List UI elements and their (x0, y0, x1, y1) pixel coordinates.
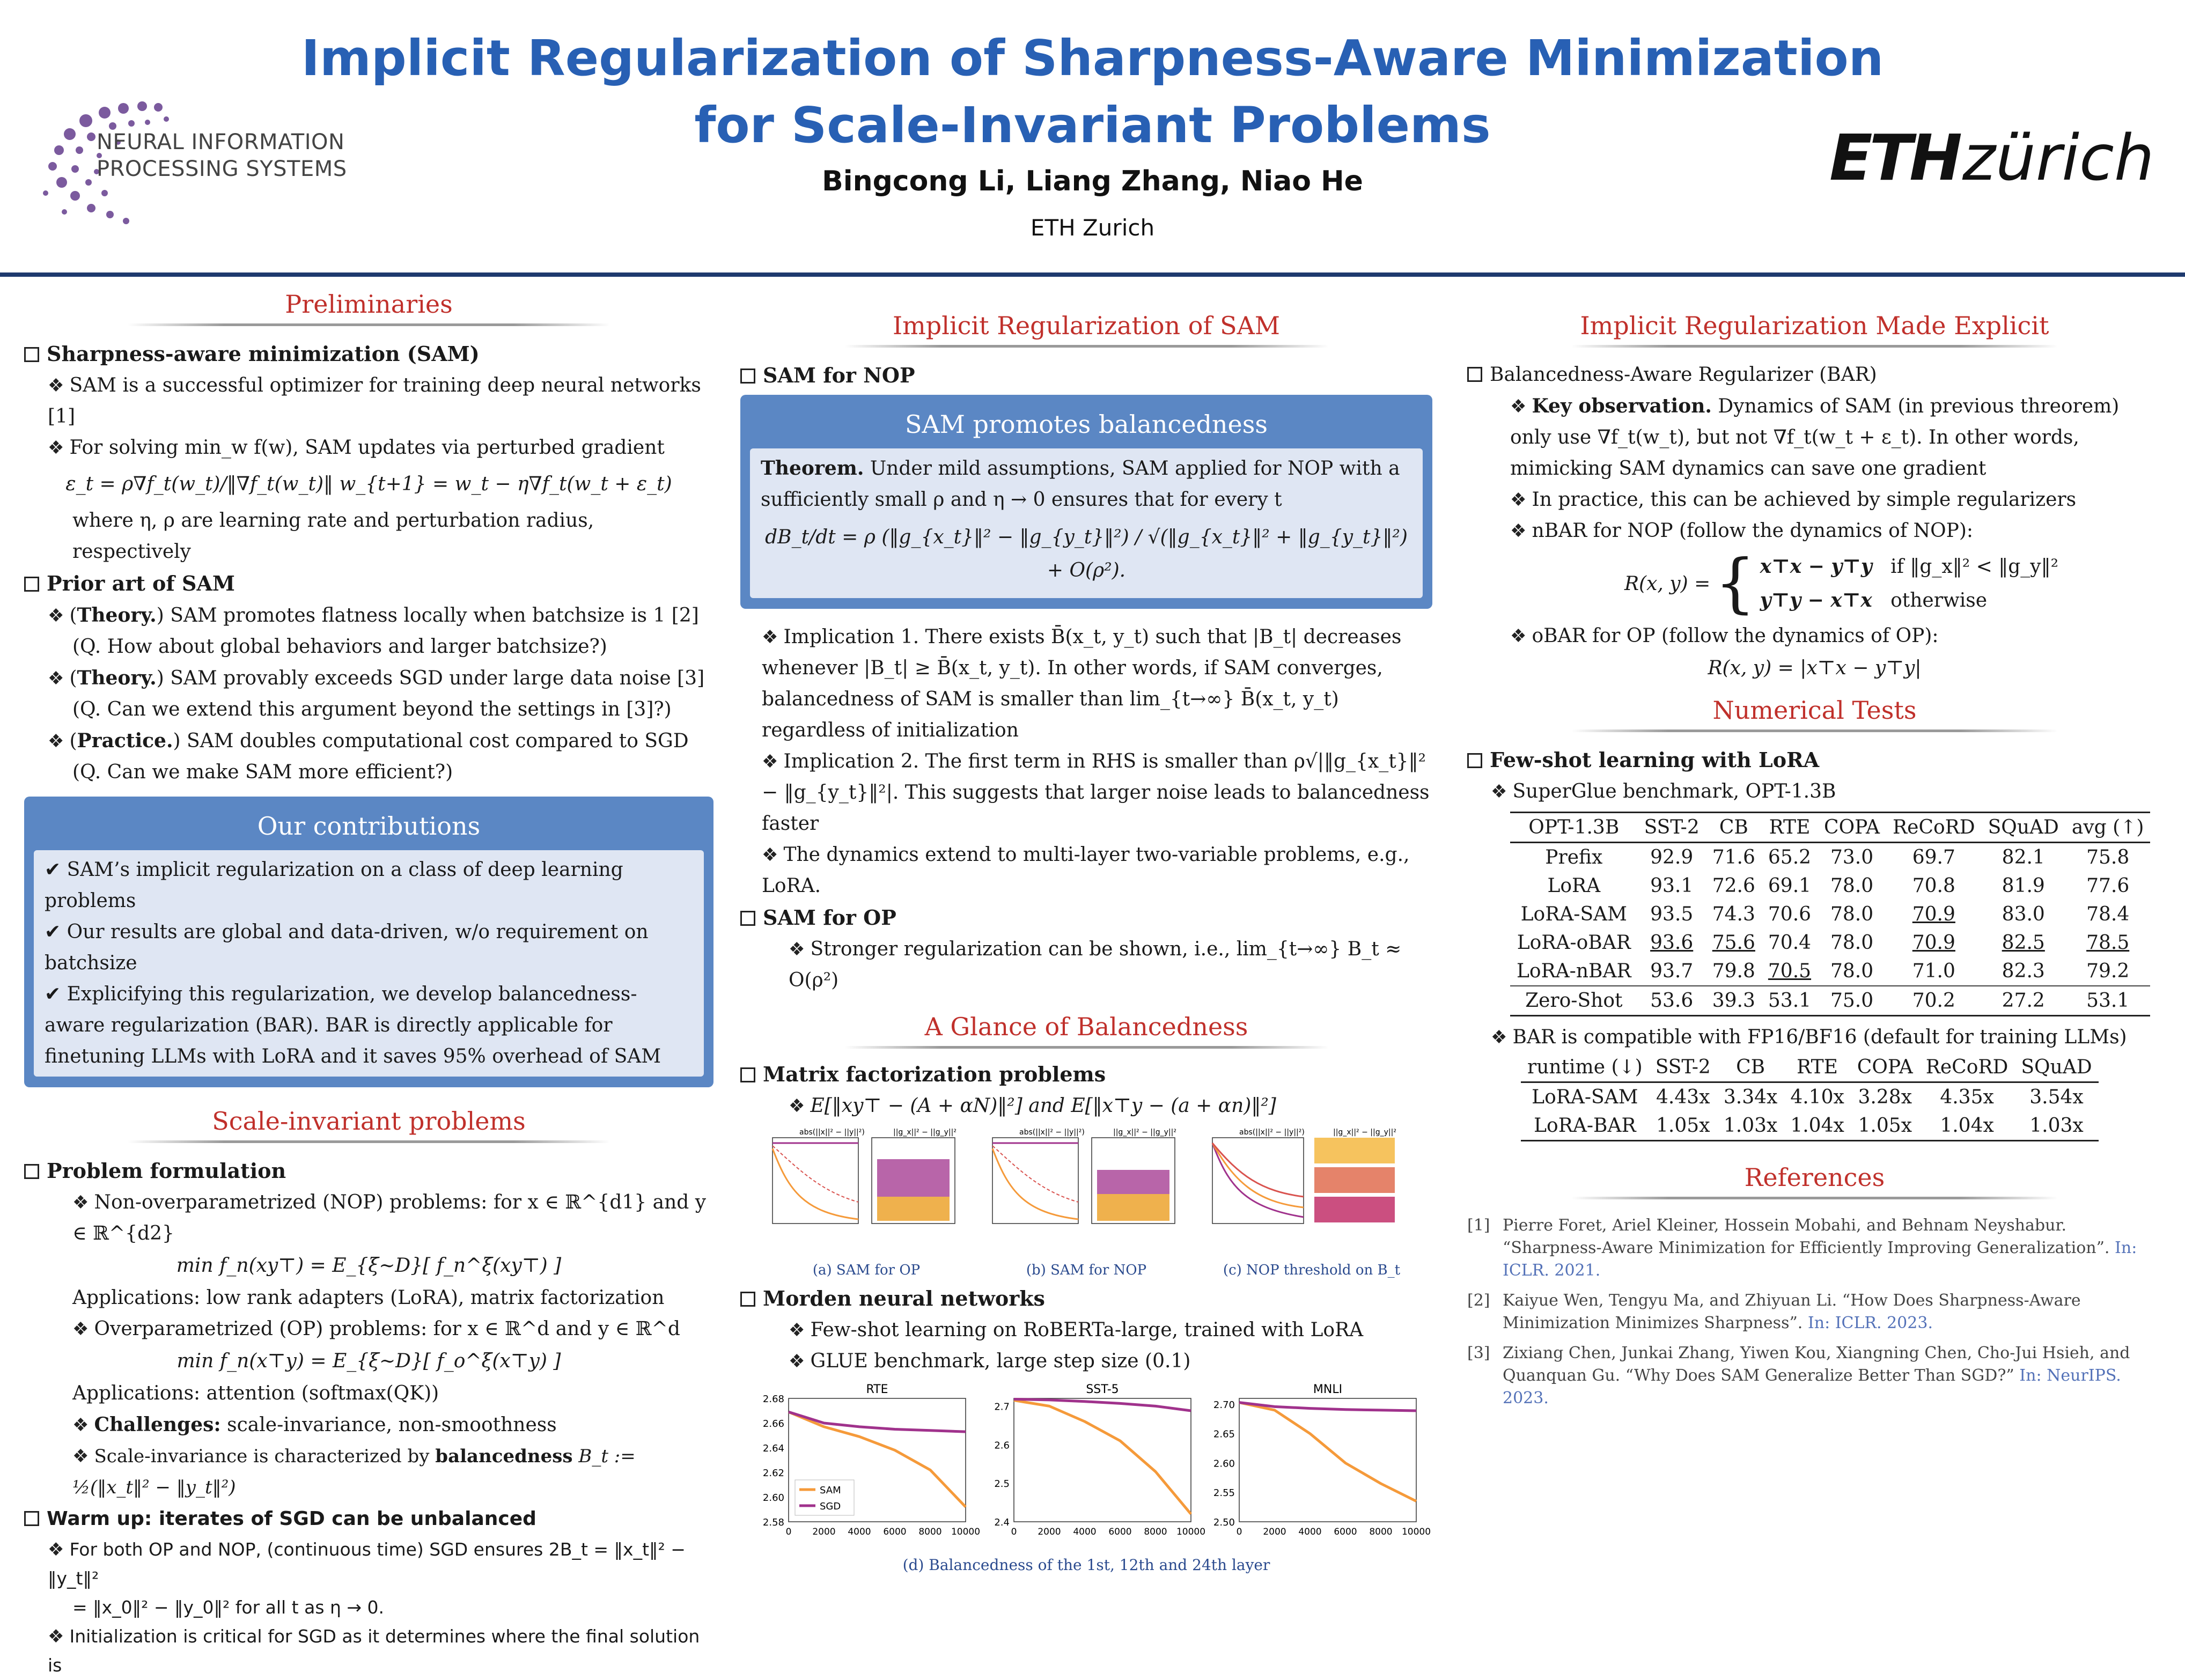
table-row (1510, 872, 2150, 900)
diamond-bullet-icon: ❖ (1510, 396, 1527, 417)
prior-question-2: (Q. Can we extend this argument beyond the settings in [3]?) (72, 698, 672, 720)
x-tick-label: 8000 (1144, 1527, 1167, 1537)
y-tick-label: 2.58 (762, 1517, 784, 1528)
panel-a-title-1: abs(||x||² − ||y||²) (799, 1128, 865, 1137)
contribution-3: ✔ Explicifying this regularization, we develop balancedness-aware regularization (BAR). BAR is directly applicable for finetuning LLMs with LoRA and it saves 95% overhead of SAM (45, 983, 661, 1067)
table1-cell: 93.5 (1650, 903, 1694, 925)
warmup-bullet-1b: = ‖x_0‖² − ‖y_0‖² for all t as η → 0. (72, 1597, 385, 1618)
diamond-bullet-icon: ❖ (72, 1446, 89, 1467)
table1-cell: 53.1 (1762, 986, 1818, 1016)
prior-art-heading: Prior art of SAM (24, 568, 713, 600)
chart-frame (1014, 1398, 1191, 1522)
table2-cell: 4.35x (1940, 1086, 1994, 1108)
table2-cell: 4.43x (1656, 1086, 1710, 1108)
theorem-equation: dB_t/dt = ρ (‖g_{x_t}‖² − ‖g_{y_t}‖²) / √(‖g_{x_t}‖² + ‖g_{y_t}‖²) + O(ρ²). (765, 526, 1408, 581)
x-tick-label: 8000 (1369, 1527, 1393, 1537)
brace-icon: { (1715, 546, 1756, 621)
x-tick-label: 4000 (1073, 1527, 1097, 1537)
x-tick-label: 6000 (1334, 1527, 1357, 1537)
table-row (1510, 900, 2150, 929)
section-title-implicit-sam: Implicit Regularization of SAM (740, 311, 1432, 348)
table1-cell: 74.3 (1712, 903, 1755, 925)
x-tick-label: 2000 (1263, 1527, 1286, 1537)
regularizer-note: ❖ In practice, this can be achieved by simple regularizers (1510, 489, 2077, 511)
table1-cell: 77.6 (2086, 875, 2130, 897)
table1-cell: 27.2 (1982, 986, 2065, 1016)
table1-cell: 72.6 (1712, 875, 1755, 897)
table1-cell: 82.3 (2002, 960, 2045, 982)
eth-zurich-logo (1829, 121, 2154, 195)
x-tick-label: 8000 (918, 1527, 942, 1537)
poster-title-line1: Implicit Regularization of Sharpness-Aware Minimization (301, 30, 1884, 87)
diamond-bullet-icon: ❖ (48, 1626, 64, 1647)
section-title-numerical: Numerical Tests (1467, 696, 2162, 732)
chart-2 (1213, 1383, 1431, 1537)
warmup-bullet-1: ❖ For both OP and NOP, (continuous time) SGD ensures 2B_t = ‖x_t‖² − ‖y_t‖² (48, 1539, 686, 1589)
eth-logo-light: zürich (1962, 121, 2154, 195)
x-tick-label: 2000 (812, 1527, 836, 1537)
superglue-results-table (1510, 812, 2150, 1016)
reference-list (1467, 1214, 2162, 1410)
prior-item-2: ❖ (Theory.) SAM provably exceeds SGD under large data noise [3] (48, 667, 705, 689)
nop-bullet: ❖ Non-overparametrized (NOP) problems: for x ∈ ℝ^{d1} and y ∈ ℝ^{d2} (72, 1191, 707, 1244)
table1-cell: 82.1 (2002, 846, 2045, 868)
table-row (1510, 929, 2150, 957)
chart-title: MNLI (1313, 1383, 1343, 1396)
op-equation: min f_n(x⊤y) = E_{ξ∼D}[ f_o^ξ(x⊤y) ] (176, 1350, 561, 1372)
table1-cell: 79.8 (1712, 960, 1755, 982)
diamond-bullet-icon: ❖ (48, 1539, 64, 1560)
checkbox-square-icon (24, 1511, 39, 1526)
table1-cell: 82.5 (2002, 932, 2045, 954)
table1-cell: LoRA-SAM (1520, 903, 1627, 925)
table2-cell: LoRA-BAR (1521, 1111, 1649, 1141)
nbar-case-2: y⊤y − x⊤x otherwise (1760, 589, 1988, 611)
table2-header-1: SST-2 (1649, 1053, 1717, 1082)
panel-b-title-1: abs(||x||² − ||y||²) (1019, 1128, 1085, 1137)
op-bullet: ❖ Overparametrized (OP) problems: for x ∈ ℝ^d and y ∈ ℝ^d (72, 1318, 680, 1340)
nop-equation: min f_n(xy⊤) = E_{ξ∼D}[ f_n^ξ(xy⊤) ] (176, 1255, 562, 1277)
header-divider (0, 272, 2185, 277)
panel-b-title-2: ||g_x||² − ||g_y||² (1113, 1128, 1176, 1137)
table2-header-6: SQuAD (2014, 1053, 2098, 1082)
chart-title: RTE (866, 1383, 888, 1396)
formulation-heading: Problem formulation (24, 1155, 713, 1187)
reference-3: [3] Zixiang Chen, Junkai Zhang, Yiwen Kou, Xiangning Chen, Cho-Jui Hsieh, and Quanquan Gu. “Why Does SAM Generalize Better Than SGD?” In: NeurIPS. 2023. (1467, 1344, 2130, 1408)
eth-logo-bold: ETH (1829, 121, 1959, 195)
diamond-bullet-icon: ❖ (762, 751, 778, 772)
contribution-2: ✔ Our results are global and data-driven, w/o requirement on batchsize (45, 921, 649, 974)
right-column (1467, 311, 2162, 1417)
caption-b: (b) SAM for NOP (1026, 1262, 1147, 1278)
panel-c-title-1: abs(||x||² − ||y||²) (1239, 1128, 1305, 1137)
series-line-sam (1239, 1403, 1416, 1501)
diamond-bullet-icon: ❖ (48, 731, 64, 752)
section-title-references: References (1467, 1163, 2162, 1199)
table1-cell: LoRA (1547, 875, 1601, 897)
theorem-box-title: SAM promotes balancedness (905, 410, 1268, 439)
diamond-bullet-icon: ❖ (1510, 520, 1527, 542)
diamond-bullet-icon: ❖ (48, 668, 64, 689)
x-tick-label: 10000 (1401, 1527, 1431, 1537)
table1-cell: 70.6 (1768, 903, 1812, 925)
y-tick-label: 2.66 (762, 1418, 784, 1430)
table1-cell: 53.6 (1638, 986, 1706, 1016)
table1-cell: 53.1 (2065, 986, 2151, 1016)
table1-cell: 92.9 (1650, 846, 1694, 868)
checkbox-square-icon (740, 1292, 755, 1307)
mf-heading: Matrix factorization problems (740, 1058, 1432, 1090)
table2-cell: 1.05x (1851, 1111, 1919, 1141)
panel-c-title-2: ||g_x||² − ||g_y||² (1333, 1128, 1396, 1137)
table1-cell: 78.0 (1830, 932, 1874, 954)
poster-header (0, 0, 2185, 279)
x-tick-label: 0 (1236, 1527, 1242, 1537)
table1-cell: 93.1 (1650, 875, 1694, 897)
prior-question-1: (Q. How about global behaviors and larger batchsize?) (72, 636, 607, 658)
x-tick-label: 4000 (1298, 1527, 1322, 1537)
x-tick-label: 6000 (1108, 1527, 1132, 1537)
x-tick-label: 0 (785, 1527, 792, 1537)
contributions-box (24, 797, 713, 1087)
check-icon: ✔ (45, 859, 61, 881)
diamond-bullet-icon: ❖ (1491, 781, 1507, 802)
author-list: Bingcong Li, Liang Zhang, Niao He (822, 165, 1363, 197)
fewshot-heading: Few-shot learning with LoRA (1467, 744, 2162, 776)
table1-cell: 70.9 (1912, 932, 1955, 954)
fp16-bullet: ❖ BAR is compatible with FP16/BF16 (default for training LLMs) (1491, 1026, 2127, 1048)
table-row (1521, 1111, 2099, 1141)
chart-legend (795, 1480, 854, 1515)
table1-header-3: RTE (1762, 813, 1818, 843)
y-tick-label: 2.6 (994, 1440, 1010, 1451)
warmup-bullet-2: ❖ Initialization is critical for SGD as it determines where the final solution is (48, 1626, 700, 1676)
diamond-bullet-icon: ❖ (789, 1095, 805, 1117)
superglue-bullet: ❖ SuperGlue benchmark, OPT-1.3B (1491, 780, 1836, 802)
mf-figure-svg (740, 1122, 1432, 1266)
sam-bullet-1: ❖ SAM is a successful optimizer for training deep neural networks [1] (48, 374, 701, 428)
table1-header-1: SST-2 (1638, 813, 1706, 843)
table2-cell: 3.34x (1723, 1086, 1778, 1108)
diamond-bullet-icon: ❖ (72, 1192, 89, 1213)
caption-c: (c) NOP threshold on B_t (1223, 1262, 1401, 1278)
neurips-line1: NEURAL INFORMATION (97, 130, 345, 154)
checkbox-square-icon (24, 577, 39, 592)
nn-bullet-1: ❖ Few-shot learning on RoBERTa-large, trained with LoRA (789, 1319, 1364, 1341)
nbar-equation (1521, 546, 2162, 621)
table1-header-7: avg (↑) (2065, 813, 2151, 843)
table2-header-4: COPA (1851, 1053, 1919, 1082)
theorem-body (750, 448, 1423, 598)
table1-cell: 75.6 (1712, 932, 1755, 954)
table1-cell: 93.7 (1650, 960, 1694, 982)
contribution-1: ✔ SAM’s implicit regularization on a class of deep learning problems (45, 859, 623, 912)
mf-figure-panels (740, 1122, 1432, 1283)
checkbox-square-icon (740, 911, 755, 926)
nn-bullet-2: ❖ GLUE benchmark, large step size (0.1) (789, 1350, 1191, 1372)
checkbox-square-icon (1467, 753, 1482, 768)
section-title-glance: A Glance of Balancedness (740, 1012, 1432, 1049)
table2-cell: 1.04x (1784, 1111, 1850, 1141)
y-tick-label: 2.64 (762, 1443, 784, 1454)
table1-cell: 81.9 (2002, 875, 2045, 897)
table1-cell: 70.5 (1768, 960, 1812, 982)
x-tick-label: 4000 (848, 1527, 871, 1537)
sam-where-text: where η, ρ are learning rate and perturbation radius, respectively (72, 510, 594, 563)
chart-title: SST-5 (1086, 1383, 1119, 1396)
obar-bullet: ❖ oBAR for OP (follow the dynamics of OP): (1510, 625, 1939, 647)
contributions-title: Our contributions (257, 812, 481, 841)
diamond-bullet-icon: ❖ (789, 1320, 805, 1341)
table2-header-2: CB (1717, 1053, 1784, 1082)
chart-1 (994, 1383, 1205, 1537)
table1-header-4: COPA (1818, 813, 1886, 843)
table1-cell: 78.5 (2086, 932, 2130, 954)
x-tick-label: 0 (1011, 1527, 1017, 1537)
checkbox-square-icon (24, 347, 39, 362)
diamond-bullet-icon: ❖ (762, 627, 778, 648)
table1-header-2: CB (1706, 813, 1762, 843)
table2-cell: 1.03x (1717, 1111, 1784, 1141)
legend-label-sam: SAM (820, 1485, 841, 1496)
sam-bullet-2: ❖ For solving min_w f(w), SAM updates via perturbed gradient (48, 437, 665, 459)
diamond-bullet-icon: ❖ (1491, 1027, 1507, 1048)
prior-question-3: (Q. Can we make SAM more efficient?) (72, 761, 453, 783)
reference-2-link[interactable]: In: ICLR. 2023. (1807, 1314, 1933, 1332)
table1-cell: 75.0 (1818, 986, 1886, 1016)
checkbox-square-icon (740, 1067, 755, 1082)
diamond-bullet-icon: ❖ (72, 1414, 89, 1436)
panel-c (1212, 1128, 1396, 1224)
table2-cell: LoRA-SAM (1532, 1086, 1638, 1108)
poster-title-line2: for Scale-Invariant Problems (694, 97, 1491, 154)
diamond-bullet-icon: ❖ (48, 605, 64, 627)
table2-header-3: RTE (1784, 1053, 1850, 1082)
table1-cell: 83.0 (2002, 903, 2045, 925)
table2-cell: 3.54x (2029, 1086, 2084, 1108)
table1-cell: 78.4 (2086, 903, 2130, 925)
table2-cell: 3.28x (1858, 1086, 1912, 1108)
table1-cell: 69.7 (1912, 846, 1955, 868)
table1-cell: 71.6 (1712, 846, 1755, 868)
nop-applications: Applications: low rank adapters (LoRA), matrix factorization (72, 1287, 665, 1309)
op-applications: Applications: attention (softmax(QK)) (72, 1382, 439, 1404)
theorem-box (740, 395, 1432, 609)
table1-cell: Prefix (1545, 846, 1603, 868)
diamond-bullet-icon: ❖ (789, 939, 805, 960)
table2-header-5: ReCoRD (1919, 1053, 2015, 1082)
y-tick-label: 2.5 (994, 1478, 1010, 1490)
contributions-body (34, 850, 704, 1077)
series-line-sam (1014, 1401, 1191, 1514)
y-tick-label: 2.60 (762, 1492, 784, 1504)
table2-cell: 4.10x (1790, 1086, 1844, 1108)
caption-d: (d) Balancedness of the 1st, 12th and 24th layer (902, 1556, 1270, 1574)
left-column (24, 290, 713, 1680)
x-tick-label: 10000 (951, 1527, 981, 1537)
sam-op-bullet: ❖ Stronger regularization can be shown, i.e., lim_{t→∞} B_t ≈ O(ρ²) (789, 938, 1402, 991)
theorem-text: Theorem. Under mild assumptions, SAM applied for NOP with a sufficiently small ρ and η → 0 ensures that for every t (761, 457, 1400, 511)
panel-a-title-2: ||g_x||² − ||g_y||² (893, 1128, 957, 1137)
prior-item-3: ❖ (Practice.) SAM doubles computational cost compared to SGD (48, 730, 689, 752)
x-tick-label: 6000 (883, 1527, 907, 1537)
balancedness-bullet: ❖ Scale-invariance is characterized by balancedness B_t := ½(‖x_t‖² − ‖y_t‖²) (72, 1446, 636, 1498)
chart-frame (1239, 1398, 1416, 1522)
diamond-bullet-icon: ❖ (1510, 489, 1527, 511)
middle-column (740, 311, 1432, 1574)
table1-cell: 79.2 (2086, 960, 2130, 982)
table1-cell: 69.1 (1768, 875, 1812, 897)
diamond-bullet-icon: ❖ (72, 1318, 89, 1340)
sam-nop-heading: SAM for NOP (740, 359, 1432, 392)
table-row (1510, 843, 2150, 872)
table2-cell: 1.03x (2014, 1111, 2098, 1141)
table-row (1510, 986, 2150, 1016)
sam-op-heading: SAM for OP (740, 902, 1432, 934)
table2-header-0: runtime (↓) (1521, 1053, 1649, 1082)
affiliation: ETH Zurich (1030, 215, 1155, 241)
y-tick-label: 2.62 (762, 1468, 784, 1479)
reference-1-link[interactable]: In: ICLR. 2021. (1503, 1239, 2137, 1280)
table1-header-6: SQuAD (1982, 813, 2065, 843)
table1-cell: 71.0 (1912, 960, 1955, 982)
diamond-bullet-icon: ❖ (1510, 625, 1527, 647)
challenges-bullet: ❖ Challenges: scale-invariance, non-smoothness (72, 1413, 557, 1436)
table1-cell: 70.4 (1768, 932, 1812, 954)
table1-cell: 70.2 (1886, 986, 1982, 1016)
balancedness-line-charts (740, 1377, 1432, 1554)
table-row (1521, 1082, 2099, 1112)
implication-3: ❖ The dynamics extend to multi-layer two-variable problems, e.g., LoRA. (762, 844, 1410, 897)
sam-update-equation: ε_t = ρ∇f_t(w_t)/‖∇f_t(w_t)‖ w_{t+1} = w_t − η∇f_t(w_t + ε_t) (65, 473, 672, 495)
table1-cell: 70.8 (1912, 875, 1955, 897)
table1-cell: LoRA-nBAR (1517, 960, 1631, 982)
panel-a (773, 1128, 957, 1224)
nn-heading: Morden neural networks (740, 1283, 1432, 1315)
y-tick-label: 2.65 (1213, 1428, 1235, 1440)
caption-a: (a) SAM for OP (812, 1262, 921, 1278)
sam-heading: Sharpness-aware minimization (SAM) (24, 338, 713, 370)
diamond-bullet-icon: ❖ (48, 375, 64, 396)
y-tick-label: 2.60 (1213, 1458, 1235, 1470)
table1-cell: 78.0 (1830, 960, 1874, 982)
table1-cell: 39.3 (1706, 986, 1762, 1016)
table1-cell: 65.2 (1768, 846, 1812, 868)
prior-item-1: ❖ (Theory.) SAM promotes flatness locally when batchsize is 1 [2] (48, 604, 699, 627)
diamond-bullet-icon: ❖ (789, 1351, 805, 1372)
x-tick-label: 2000 (1038, 1527, 1061, 1537)
reference-3-link[interactable]: In: NeurIPS. 2023. (1503, 1366, 2121, 1408)
legend-label-sgd: SGD (820, 1501, 841, 1512)
bar-heading: Balancedness-Aware Regularizer (BAR) (1467, 359, 2162, 390)
nbar-bullet: ❖ nBAR for NOP (follow the dynamics of NOP): (1510, 520, 1974, 542)
reference-1: [1] Pierre Foret, Ariel Kleiner, Hossein Mobahi, and Behnam Neyshabur. “Sharpness-Aware Minimization for Efficiently Improving Generalization”. In: ICLR. 2021. (1467, 1216, 2137, 1280)
table1-cell: 70.9 (1912, 903, 1955, 925)
key-observation: ❖ Key observation. Dynamics of SAM (in previous threorem) only use ∇f_t(w_t), but not ∇f_t(w_t + ε_t). In other words, mimicking SAM dynamics can save one gradient (1510, 395, 2120, 480)
check-icon: ✔ (45, 921, 61, 943)
table1-header-5: ReCoRD (1886, 813, 1982, 843)
x-tick-label: 10000 (1176, 1527, 1206, 1537)
table-row (1510, 957, 2150, 986)
table1-cell: 78.0 (1830, 875, 1874, 897)
y-tick-label: 2.4 (994, 1517, 1010, 1528)
table1-cell: Zero-Shot (1510, 986, 1638, 1016)
table1-cell: LoRA-oBAR (1517, 932, 1631, 954)
section-title-explicit: Implicit Regularization Made Explicit (1467, 311, 2162, 348)
section-title-preliminaries: Preliminaries (24, 290, 713, 326)
runtime-table (1521, 1053, 2099, 1141)
section-title-scale-invariant: Scale-invariant problems (24, 1107, 713, 1143)
obar-equation: R(x, y) = |x⊤x − y⊤y| (1708, 657, 1922, 679)
nbar-lhs: R(x, y) = (1624, 572, 1711, 595)
panel-b (992, 1128, 1176, 1224)
checkbox-square-icon (1467, 367, 1482, 382)
nbar-case-1: x⊤x − y⊤y if ‖g_x‖² < ‖g_y‖² (1760, 555, 2059, 578)
mf-objective: ❖ E[‖xy⊤ − (A + αN)‖²] and E[‖x⊤y − (a + αn)‖²] (789, 1095, 1276, 1117)
implication-2: ❖ Implication 2. The first term in RHS is smaller than ρ√|‖g_{x_t}‖² − ‖g_{y_t}‖²|. This suggests that larger noise leads to balancedness faster (762, 750, 1430, 835)
implication-1: ❖ Implication 1. There exists B̄(x_t, y_t) such that |B_t| decreases whenever |B_t| ≥ B̄(x_t, y_t). In other words, if SAM converges, balancedness of SAM is smaller than lim_{t→∞} B̄(x_t, y_t) regardless of initialization (762, 626, 1402, 741)
checkbox-square-icon (24, 1164, 39, 1179)
table1-cell: 73.0 (1830, 846, 1874, 868)
y-tick-label: 2.68 (762, 1394, 784, 1405)
diamond-bullet-icon: ❖ (762, 844, 778, 866)
y-tick-label: 2.50 (1213, 1517, 1235, 1528)
chart-0 (763, 1383, 980, 1537)
warmup-heading: Warm up: iterates of SGD can be unbalanced (24, 1503, 713, 1535)
y-tick-label: 2.7 (994, 1401, 1010, 1413)
table2-cell: 1.04x (1919, 1111, 2015, 1141)
table1-header-0: OPT-1.3B (1510, 813, 1638, 843)
table1-cell: 78.0 (1830, 903, 1874, 925)
y-tick-label: 2.55 (1213, 1487, 1235, 1499)
table1-cell: 75.8 (2086, 846, 2130, 868)
reference-2: [2] Kaiyue Wen, Tengyu Ma, and Zhiyuan Li. “How Does Sharpness-Aware Minimization Minimizes Sharpness”. In: ICLR. 2023. (1467, 1291, 2081, 1332)
table2-cell: 1.05x (1649, 1111, 1717, 1141)
table1-cell: 93.6 (1650, 932, 1694, 954)
diamond-bullet-icon: ❖ (48, 437, 64, 459)
neurips-line2: PROCESSING SYSTEMS (97, 157, 347, 181)
y-tick-label: 2.70 (1213, 1399, 1235, 1411)
check-icon: ✔ (45, 983, 61, 1005)
checkbox-square-icon (740, 369, 755, 384)
